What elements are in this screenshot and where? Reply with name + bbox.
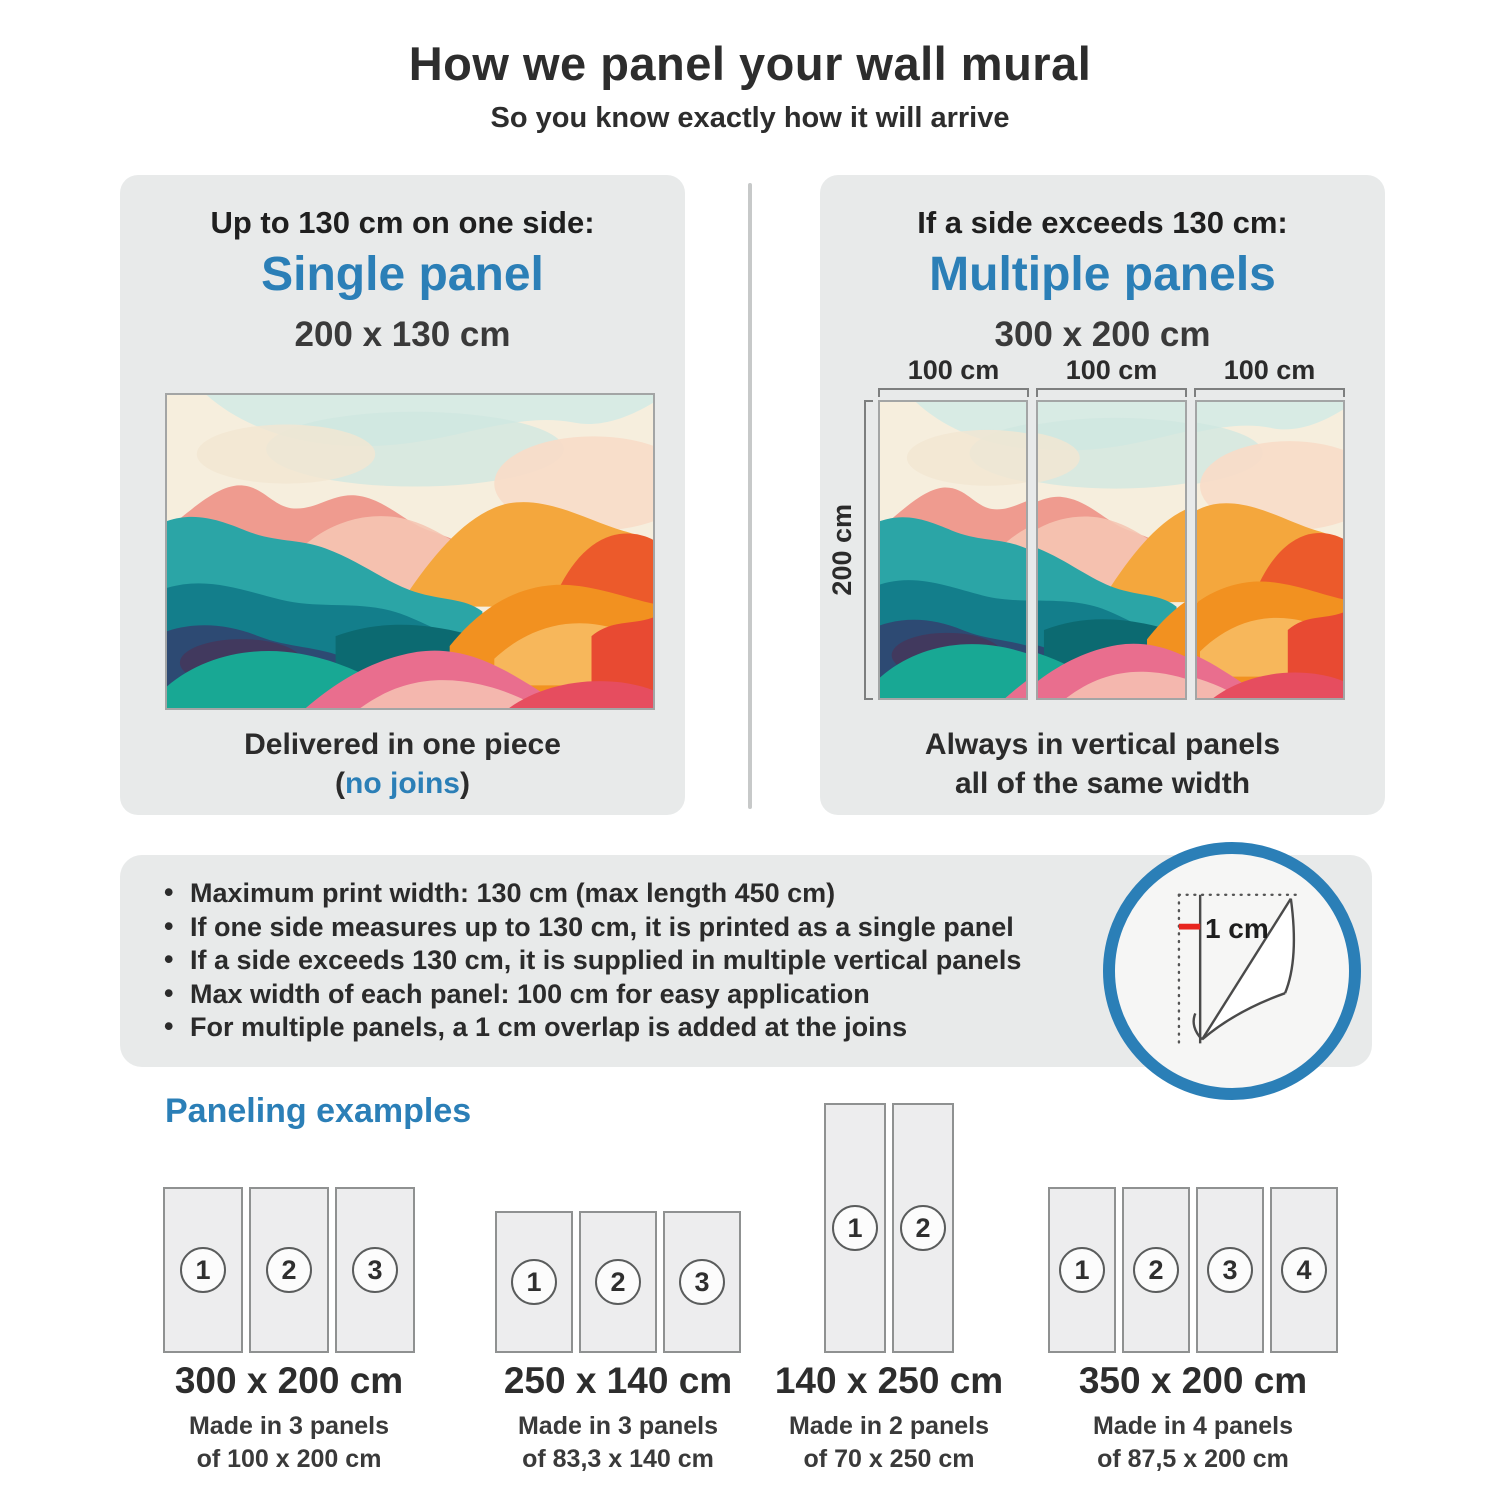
height-bracket (864, 400, 873, 700)
panel (892, 1103, 954, 1353)
panel-number: 1 (180, 1247, 226, 1293)
examples-heading: Paneling examples (165, 1092, 472, 1130)
example-1-panels (163, 1187, 415, 1353)
panel (663, 1211, 741, 1353)
cards-divider (748, 183, 752, 809)
panel (1270, 1187, 1338, 1353)
mural-slice-3 (1195, 400, 1345, 700)
caption-no-joins: no joins (345, 767, 460, 800)
multiple-panels-size: 300 x 200 cm (994, 315, 1211, 354)
panel (1122, 1187, 1190, 1353)
width-label-2: 100 cm (1065, 355, 1158, 385)
example-3-panels (824, 1103, 954, 1353)
info-bullet: • If one side measures up to 130 cm, it is printed as a single panel (160, 911, 1021, 945)
mural-preview-sliced (878, 400, 1345, 700)
overlap-mark (1179, 924, 1200, 930)
panel-number: 3 (1207, 1247, 1253, 1293)
panel-number: 1 (511, 1259, 557, 1305)
mural-image (167, 395, 653, 708)
example-3-label (719, 1360, 1059, 1476)
info-bullet: • Maximum print width: 130 cm (max length 450 cm) (160, 877, 1021, 911)
width-label-3: 100 cm (1223, 355, 1316, 385)
panel-number: 1 (1059, 1247, 1105, 1293)
panel-number: 3 (352, 1247, 398, 1293)
caption-same-width: all of the same width (954, 767, 1251, 800)
multiple-panels-caption (820, 725, 1385, 803)
example-detail: Made in 3 panels of 83,3 x 140 cm (517, 1412, 719, 1473)
caption-delivered: Delivered in one piece (244, 728, 561, 761)
panel (1048, 1187, 1116, 1353)
overlap-label: 1 cm (1204, 913, 1269, 945)
multiple-panels-card (820, 175, 1385, 815)
panel (579, 1211, 657, 1353)
height-label: 200 cm (826, 504, 857, 596)
info-bullet: • Max width of each panel: 100 cm for easy application (160, 978, 1021, 1012)
page-subtitle: So you know exactly how it will arrive (490, 102, 1010, 134)
single-panel-condition: Up to 130 cm on one side: (210, 205, 595, 240)
example-detail: Made in 3 panels of 100 x 200 cm (188, 1412, 390, 1473)
width-bracket-2 (1036, 388, 1187, 397)
caption-vertical-panels: Always in vertical panels (924, 728, 1281, 761)
example-detail: Made in 2 panels of 70 x 250 cm (788, 1412, 990, 1473)
example-2-panels (495, 1211, 741, 1353)
example-4-label (1023, 1360, 1363, 1476)
panel (163, 1187, 243, 1353)
mural-slice-2 (1036, 400, 1186, 700)
overlap-icon (1103, 842, 1361, 1100)
width-bracket-3 (1194, 388, 1345, 397)
mural-slice-1 (878, 400, 1028, 700)
mural-preview-single (165, 393, 655, 710)
example-size: 300 x 200 cm (174, 1360, 404, 1401)
panel (824, 1103, 886, 1353)
example-size: 250 x 140 cm (503, 1360, 733, 1401)
single-panel-headline: Single panel (261, 248, 544, 301)
panel (249, 1187, 329, 1353)
example-detail: Made in 4 panels of 87,5 x 200 cm (1092, 1412, 1294, 1473)
mural-slice-image-2 (1038, 402, 1184, 698)
single-panel-size: 200 x 130 cm (294, 315, 511, 354)
caption-paren-close: ) (460, 767, 470, 800)
mural-slice-image-3 (1197, 402, 1343, 698)
panel-number: 3 (679, 1259, 725, 1305)
panel-number: 2 (266, 1247, 312, 1293)
multiple-panels-headline: Multiple panels (929, 248, 1276, 301)
panel-number: 2 (1133, 1247, 1179, 1293)
panel-number: 2 (595, 1259, 641, 1305)
example-1-label (119, 1360, 459, 1476)
example-4-panels (1048, 1187, 1338, 1353)
page-title: How we panel your wall mural (408, 37, 1092, 90)
caption-paren-open: ( (335, 767, 345, 800)
page-curl-icon (1150, 878, 1314, 1064)
mural-slice-image-1 (880, 402, 1026, 698)
width-label-1: 100 cm (907, 355, 1000, 385)
panel-number: 1 (832, 1205, 878, 1251)
width-bracket-1 (878, 388, 1029, 397)
panel (1196, 1187, 1264, 1353)
info-bullet: • If a side exceeds 130 cm, it is supplied in multiple vertical panels (160, 944, 1021, 978)
panel (495, 1211, 573, 1353)
example-size: 140 x 250 cm (774, 1360, 1004, 1401)
panel-number: 4 (1281, 1247, 1327, 1293)
single-panel-caption (120, 725, 685, 803)
panel-number: 2 (900, 1205, 946, 1251)
multiple-panels-condition: If a side exceeds 130 cm: (917, 205, 1288, 240)
info-bullet-list (160, 877, 1021, 1045)
info-bullet: • For multiple panels, a 1 cm overlap is added at the joins (160, 1011, 1021, 1045)
example-size: 350 x 200 cm (1078, 1360, 1308, 1401)
panel (335, 1187, 415, 1353)
single-panel-card (120, 175, 685, 815)
